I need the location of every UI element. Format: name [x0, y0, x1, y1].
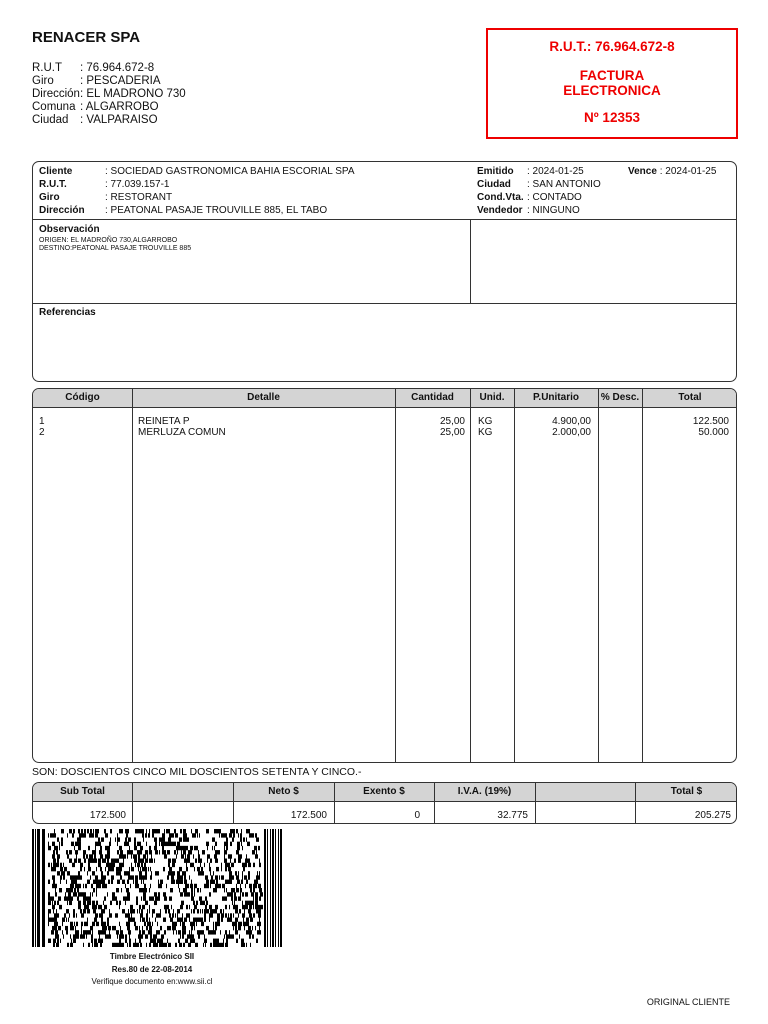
header-exento: Exento $	[363, 786, 405, 797]
client-giro-label: Giro	[39, 192, 60, 203]
client-labels	[39, 165, 85, 217]
column-divider	[395, 389, 396, 762]
column-divider	[514, 389, 515, 762]
company-name: RENACER SPA	[32, 29, 141, 46]
item-codigo: 2	[39, 427, 45, 438]
ciudad-label: Ciudad	[477, 179, 511, 190]
issuer-value: : VALPARAISO	[80, 114, 158, 126]
client-direccion-value: : PEATONAL PASAJE TROUVILLE 885, EL TABO	[105, 205, 328, 216]
header-punitario: P.Unitario	[533, 392, 579, 403]
vendedor-label: Vendedor	[477, 205, 523, 216]
issuer-label: Dirección	[32, 88, 80, 100]
document-type-box	[486, 28, 738, 139]
client-rut-value: : 77.039.157-1	[105, 179, 170, 190]
vence-value: : 2024-01-25	[659, 166, 717, 177]
issuer-direccion-row	[32, 88, 186, 101]
header-detalle: Detalle	[247, 392, 280, 403]
header-iva: I.V.A. (19%)	[457, 786, 512, 797]
emitido-value: : 2024-01-25	[527, 166, 584, 177]
document-type-line1: FACTURA	[579, 68, 645, 83]
client-rut-label: R.U.T.	[39, 179, 67, 190]
item-unid: KG	[478, 427, 493, 438]
header-neto: Neto $	[268, 786, 299, 797]
iva-value: 32.775	[497, 810, 528, 821]
observacion-title: Observación	[39, 224, 100, 235]
item-cantidad: 25,00	[439, 427, 465, 438]
header-cantidad: Cantidad	[411, 392, 454, 403]
electronic-stamp-barcode	[32, 829, 282, 947]
condvta-label: Cond.Vta.	[477, 192, 524, 203]
observacion-line: ORIGEN: EL MADROÑO 730,ALGARROBO	[39, 237, 178, 244]
vence-field	[628, 165, 716, 178]
issuer-ciudad-row	[32, 114, 186, 127]
header-codigo: Código	[65, 392, 100, 403]
item-codigo: 1	[39, 416, 45, 427]
item-cantidad: 25,00	[439, 416, 465, 427]
issuer-label: Giro	[32, 75, 54, 87]
document-type-line2: ELECTRONICA	[563, 83, 661, 98]
ciudad-value: : SAN ANTONIO	[527, 179, 601, 190]
subtotal-value: 172.500	[89, 810, 126, 821]
client-direccion-label: Dirección	[39, 205, 85, 216]
emission-labels	[477, 165, 524, 217]
column-divider	[132, 783, 133, 823]
issuer-comuna-row	[32, 101, 186, 114]
item-detalle: MERLUZA COMUN	[138, 427, 226, 438]
total-value: 205.275	[694, 810, 731, 821]
issuer-label: Ciudad	[32, 114, 69, 126]
client-values	[105, 165, 355, 217]
items-table	[32, 388, 737, 763]
stamp-resolution: Res.80 de 22-08-2014	[111, 965, 193, 974]
column-divider	[598, 389, 599, 762]
emission-values	[527, 165, 601, 217]
condvta-value: : CONTADO	[527, 192, 582, 203]
referencias-title: Referencias	[39, 307, 96, 318]
amount-in-words: SON: DOSCIENTOS CINCO MIL DOSCIENTOS SETENTA Y CINCO.-	[32, 766, 362, 778]
document-type	[488, 68, 736, 98]
divider	[33, 219, 736, 220]
item-punitario: 2.000,00	[552, 427, 591, 438]
header-desc: % Desc.	[600, 392, 640, 403]
stamp-title: Timbre Electrónico SII	[109, 952, 195, 961]
header-unid: Unid.	[479, 392, 505, 403]
issuer-giro-row	[32, 75, 186, 88]
item-total: 50.000	[698, 427, 729, 438]
issuer-value: : ALGARROBO	[80, 101, 159, 113]
column-divider	[535, 783, 536, 823]
issuer-value: : PESCADERIA	[80, 75, 161, 87]
item-unid: KG	[478, 416, 493, 427]
client-giro-value: : RESTORANT	[105, 192, 173, 203]
issuer-value: : EL MADRONO 730	[80, 88, 186, 100]
issuer-value: : 76.964.672-8	[80, 62, 155, 74]
cliente-value: : SOCIEDAD GASTRONOMICA BAHIA ESCORIAL SPA	[105, 166, 355, 177]
divider	[470, 219, 471, 303]
neto-value: 172.500	[290, 810, 327, 821]
document-rut: R.U.T.: 76.964.672-8	[549, 39, 675, 54]
header-total: Total	[678, 392, 702, 403]
copy-label: ORIGINAL CLIENTE	[646, 997, 730, 1007]
exento-value: 0	[414, 810, 420, 821]
cliente-label: Cliente	[39, 166, 73, 177]
totals-table	[32, 782, 737, 824]
emitido-label: Emitido	[477, 166, 514, 177]
issuer-label: R.U.T	[32, 62, 63, 74]
column-divider	[470, 389, 471, 762]
item-total: 122.500	[692, 416, 729, 427]
header-total-amount: Total $	[670, 786, 703, 797]
column-divider	[132, 389, 133, 762]
divider	[33, 303, 736, 304]
vendedor-value: : NINGUNO	[527, 205, 580, 216]
item-punitario: 4.900,00	[552, 416, 591, 427]
vence-label: Vence	[628, 166, 657, 177]
client-info-box	[32, 161, 737, 382]
issuer-rut-row	[32, 62, 186, 75]
column-divider	[642, 389, 643, 762]
header-subtotal: Sub Total	[60, 786, 105, 797]
observacion-text	[39, 237, 191, 252]
stamp-verify-link: Verifique documento en:www.sii.cl	[91, 977, 213, 986]
document-number: Nº 12353	[584, 110, 640, 125]
item-detalle: REINETA P	[138, 416, 190, 427]
issuer-label: Comuna	[32, 101, 76, 113]
observacion-line: DESTINO:PEATONAL PASAJE TROUVILLE 885	[39, 244, 192, 252]
issuer-details	[32, 62, 186, 127]
